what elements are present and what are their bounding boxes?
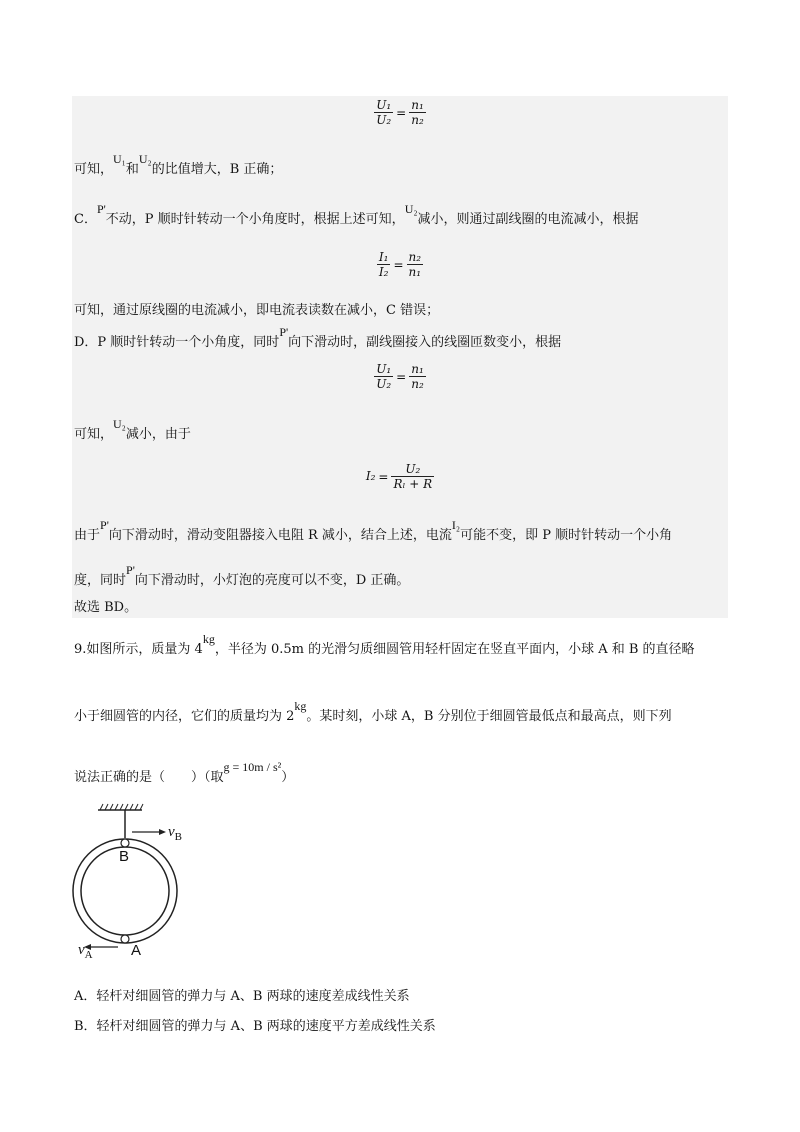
text-line-c-wrong: 可知，通过原线圈的电流减小，即电流表读数在减小，C 错误； — [74, 303, 440, 318]
q9-l3a: 说法正确的是（ ）（取 — [74, 770, 224, 785]
label-va — [78, 942, 93, 961]
eq3-num-right: n₁ — [411, 362, 424, 376]
lineD-a: D．P 顺时针转动一个小角度，同时 — [74, 335, 280, 350]
symbol-u2: U₂ — [138, 152, 152, 166]
question-9-line-1 — [74, 632, 695, 659]
equation-current-ratio — [370, 250, 430, 279]
eq2-equals: = — [393, 257, 404, 272]
symbol-u2: U₂ — [113, 417, 126, 431]
eq3-equals: = — [396, 369, 407, 384]
q9-l1b: ，半径为 0.5m 的光滑匀质细圆管用轻杆固定在竖直平面内，小球 A 和 B 的直径略 — [214, 642, 695, 657]
line5-a: 可知， — [74, 427, 114, 442]
symbol-u2: U₂ — [404, 202, 418, 216]
question-9-line-3 — [74, 760, 295, 787]
lineD-b: 向下滑动时，副线圈接入的线圈匝数变小，根据 — [288, 335, 562, 350]
label-a: A — [131, 942, 142, 959]
equation-current-i2 — [360, 462, 440, 491]
eq2-num-left: I₁ — [378, 250, 389, 264]
line1-b: 和 — [125, 162, 139, 177]
eq2-den-left: I₂ — [378, 265, 389, 279]
eq4-den: Rₗ + R — [393, 477, 433, 491]
eq1-den-right: n₂ — [411, 113, 424, 127]
circular-tube-figure — [70, 800, 200, 974]
text-line-u2-decrease — [74, 417, 191, 444]
line6-c: 可能不变，即 P 顺时针转动一个小角 — [460, 528, 673, 543]
eq1-num-right: n₁ — [411, 98, 424, 112]
symbol-p-prime: P' — [279, 325, 289, 339]
line7-b: 向下滑动时，小灯泡的亮度可以不变，D 正确。 — [134, 573, 410, 588]
unit-kg: kg — [294, 699, 307, 713]
eq3-den-right: n₂ — [411, 377, 424, 391]
equation-voltage-ratio-2 — [370, 362, 430, 391]
line7-a: 度，同时 — [74, 573, 127, 588]
answer-line: 故选 BD。 — [74, 600, 138, 615]
eq2-den-right: n₁ — [408, 265, 422, 279]
symbol-p-prime: P' — [126, 563, 135, 577]
line1-c: 的比值增大，B 正确； — [151, 162, 283, 177]
question-9-line-2 — [74, 699, 672, 726]
eq4-equals: = — [378, 469, 389, 484]
eq3-den-left: U₂ — [376, 377, 392, 391]
eq1-den-left: U₂ — [376, 113, 392, 127]
q9-l1a: 9.如图所示，质量为 4 — [74, 642, 203, 657]
text-line-option-c — [74, 202, 639, 229]
text-line-b-correct — [74, 152, 283, 179]
line6-a: 由于 — [74, 528, 101, 543]
q9-l3b: ） — [281, 770, 295, 785]
symbol-p-prime: P' — [100, 518, 109, 532]
ball-a — [121, 935, 129, 943]
option-b[interactable]: B．轻杆对细圆管的弹力与 A、B 两球的速度平方差成线性关系 — [74, 1019, 436, 1034]
line5-b: 减小，由于 — [125, 427, 191, 442]
lineC-a: C． — [74, 212, 97, 227]
va-sub: A — [84, 949, 93, 961]
q9-l2b: 。某时刻，小球 A，B 分别位于细圆管最低点和最高点，则下列 — [306, 709, 672, 724]
symbol-u1: U₁ — [113, 152, 126, 166]
vb-sub: B — [174, 831, 183, 843]
ball-b — [121, 839, 129, 847]
line6-b: 向下滑动时，滑动变阻器接入电阻 R 减小，结合上述，电流 — [108, 528, 452, 543]
unit-kg: kg — [202, 632, 215, 646]
gravity-value: g = 10m / s² — [223, 760, 282, 774]
eq3-num-left: U₁ — [376, 362, 392, 376]
eq1-equals: = — [396, 105, 407, 120]
line1-a: 可知， — [74, 162, 114, 177]
text-line-option-d — [74, 325, 562, 352]
label-vb — [168, 824, 182, 843]
eq4-num: U₂ — [391, 462, 434, 477]
vb-v: v — [168, 824, 175, 840]
lineC-c: 减小，则通过副线圈的电流减小，根据 — [417, 212, 639, 227]
eq1-num-left: U₁ — [376, 98, 392, 112]
equation-voltage-ratio-1 — [370, 98, 430, 127]
va-v: v — [78, 942, 85, 958]
symbol-i2: I₂ — [451, 518, 461, 532]
label-b: B — [119, 848, 130, 865]
text-line-slide-down — [74, 518, 673, 545]
eq4-lhs: I₂ — [365, 469, 376, 483]
option-a[interactable]: A．轻杆对细圆管的弹力与 A、B 两球的速度差成线性关系 — [74, 989, 410, 1004]
eq2-num-right: n₂ — [408, 250, 422, 264]
symbol-p-prime: P' — [96, 202, 106, 216]
text-line-d-correct — [74, 563, 410, 590]
lineC-b: 不动，P 顺时针转动一个小角度时，根据上述可知， — [105, 212, 405, 227]
q9-l2a: 小于细圆管的内径，它们的质量均为 2 — [74, 709, 295, 724]
